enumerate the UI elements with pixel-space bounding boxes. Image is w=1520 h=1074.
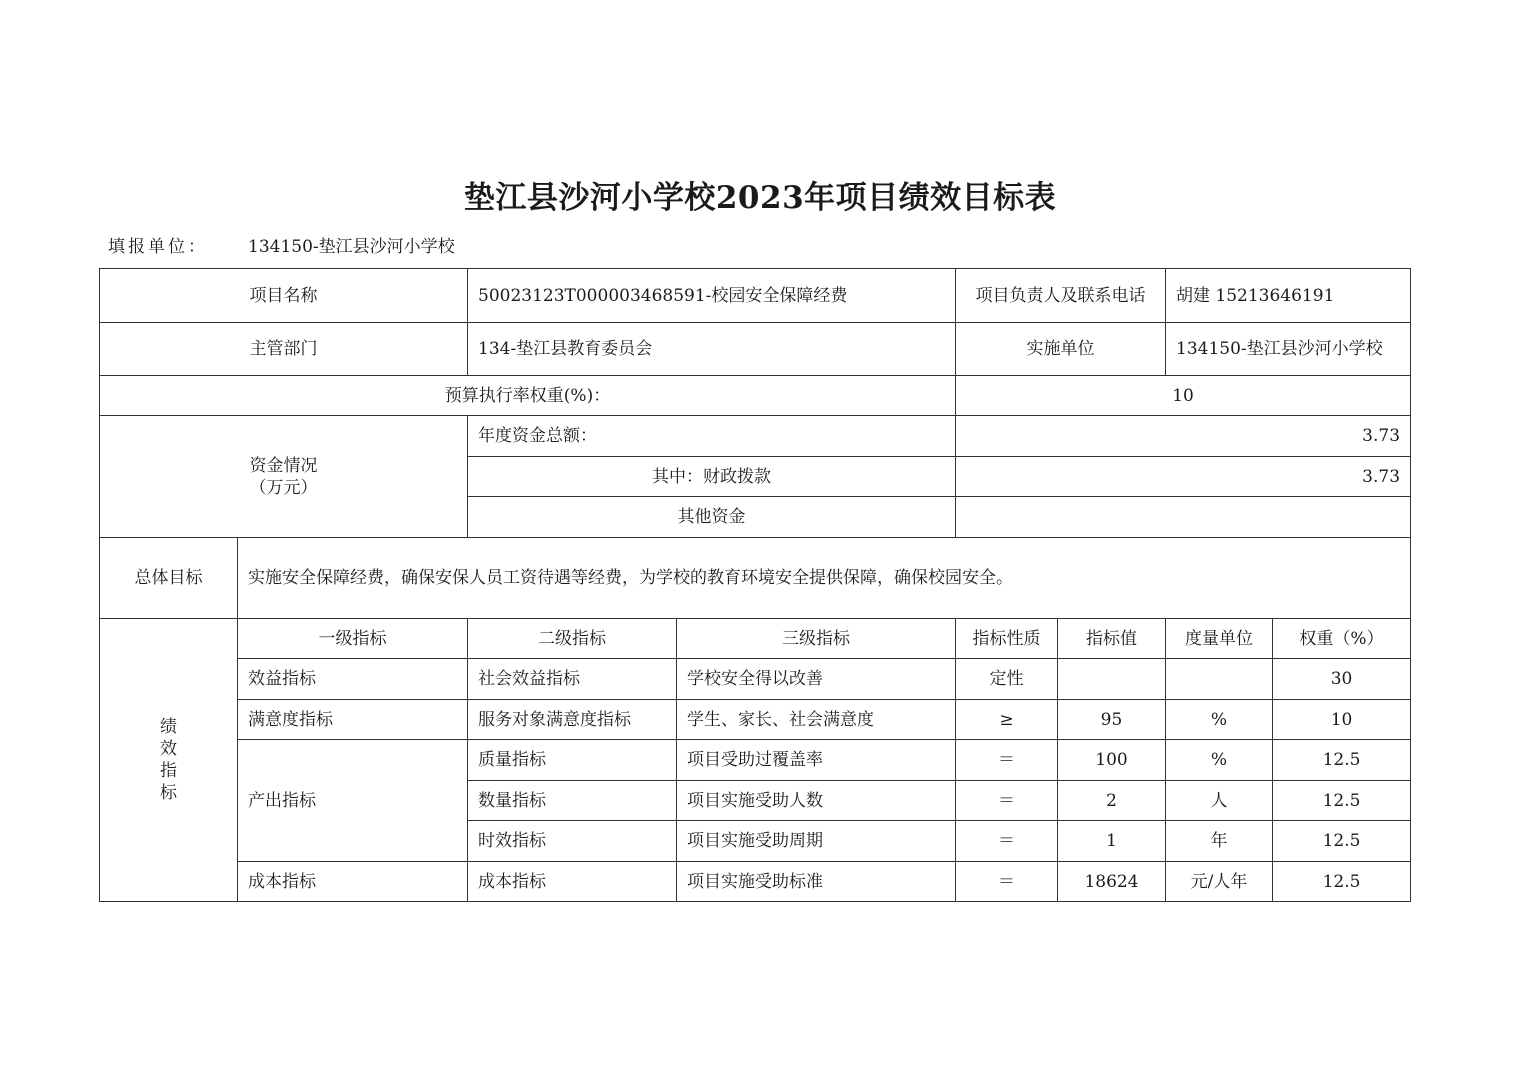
funds-label-line2: （万元） [249,477,318,498]
cell-value: 18624 [1058,862,1166,902]
table-row [100,659,1411,700]
project-name-label: 项目名称 [100,269,468,323]
cell-level2: 成本指标 [468,862,677,902]
department-value: 134-垫江县教育委员会 [468,323,956,376]
header-unit: 度量单位 [1166,619,1273,659]
budget-weight-label: 预算执行率权重(%)： [100,376,956,416]
header-level3: 三级指标 [677,619,956,659]
cell-nature: ＝ [956,821,1058,862]
cell-level2: 社会效益指标 [468,659,677,700]
cell-level3: 项目实施受助标准 [677,862,956,902]
cell-unit: % [1166,700,1273,740]
funds-total-label: 年度资金总额： [468,416,956,457]
department-label: 主管部门 [100,323,468,376]
performance-label-char: 指 [160,761,177,781]
fill-unit-value: 134150-垫江县沙河小学校 [248,237,455,257]
funds-total-value: 3.73 [956,416,1411,457]
budget-weight-row [100,376,1411,416]
overall-objective-label: 总体目标 [100,538,238,619]
table-row [100,740,1411,781]
header-value: 指标值 [1058,619,1166,659]
cell-level3: 项目实施受助人数 [677,781,956,821]
cell-value [1058,659,1166,700]
performance-indicator-label [100,619,238,902]
funds-other-value [956,497,1411,538]
funds-total-row [100,416,1411,457]
cell-unit: 人 [1166,781,1273,821]
cell-unit: % [1166,740,1273,781]
project-leader-label: 项目负责人及联系电话 [956,269,1166,323]
implementing-unit-value: 134150-垫江县沙河小学校 [1166,323,1411,376]
funds-label [100,416,468,538]
overall-objective-row [100,538,1411,619]
cell-level1: 成本指标 [238,862,468,902]
fill-unit [108,232,455,257]
cell-level3: 项目实施受助周期 [677,821,956,862]
header-level1: 一级指标 [238,619,468,659]
cell-nature: ＝ [956,862,1058,902]
performance-label-char: 绩 [160,717,177,737]
cell-weight: 10 [1273,700,1411,740]
project-name-value: 50023123T000003468591-校园安全保障经费 [468,269,956,323]
cell-level3: 学生、家长、社会满意度 [677,700,956,740]
cell-nature: ＝ [956,740,1058,781]
header-level2: 二级指标 [468,619,677,659]
cell-level2: 时效指标 [468,821,677,862]
cell-weight: 30 [1273,659,1411,700]
funds-fiscal-label: 其中：财政拨款 [468,457,956,497]
cell-level1: 效益指标 [238,659,468,700]
page-title: 垫江县沙河小学校2023年项目绩效目标表 [463,180,1057,216]
cell-unit: 年 [1166,821,1273,862]
funds-fiscal-value: 3.73 [956,457,1411,497]
cell-level2: 数量指标 [468,781,677,821]
cell-weight: 12.5 [1273,862,1411,902]
indicator-header-row [100,619,1411,659]
cell-level1: 满意度指标 [238,700,468,740]
cell-weight: 12.5 [1273,781,1411,821]
cell-value: 100 [1058,740,1166,781]
performance-label-char: 效 [160,739,177,759]
performance-target-table [99,268,1411,902]
budget-weight-value: 10 [956,376,1411,416]
cell-value: 95 [1058,700,1166,740]
cell-nature: 定性 [956,659,1058,700]
cell-weight: 12.5 [1273,821,1411,862]
project-leader-value: 胡建 15213646191 [1166,269,1411,323]
performance-label-char: 标 [160,783,177,803]
header-weight: 权重（%） [1273,619,1411,659]
cell-weight: 12.5 [1273,740,1411,781]
header-nature: 指标性质 [956,619,1058,659]
funds-other-label: 其他资金 [468,497,956,538]
cell-nature: ＝ [956,781,1058,821]
cell-level2: 质量指标 [468,740,677,781]
cell-value: 2 [1058,781,1166,821]
cell-level2: 服务对象满意度指标 [468,700,677,740]
cell-unit: 元/人年 [1166,862,1273,902]
overall-objective-text: 实施安全保障经费，确保安保人员工资待遇等经费，为学校的教育环境安全提供保障，确保校园安全。 [238,538,1411,619]
table-row [100,700,1411,740]
cell-level3: 学校安全得以改善 [677,659,956,700]
project-name-row [100,269,1411,323]
department-row [100,323,1411,376]
cell-nature: ≥ [956,700,1058,740]
funds-label-line1: 资金情况 [249,455,318,476]
cell-level1: 产出指标 [238,740,468,862]
implementing-unit-label: 实施单位 [956,323,1166,376]
fill-unit-label: 填报单位： [108,237,208,257]
cell-level3: 项目受助过覆盖率 [677,740,956,781]
table-row [100,862,1411,902]
cell-value: 1 [1058,821,1166,862]
cell-unit [1166,659,1273,700]
